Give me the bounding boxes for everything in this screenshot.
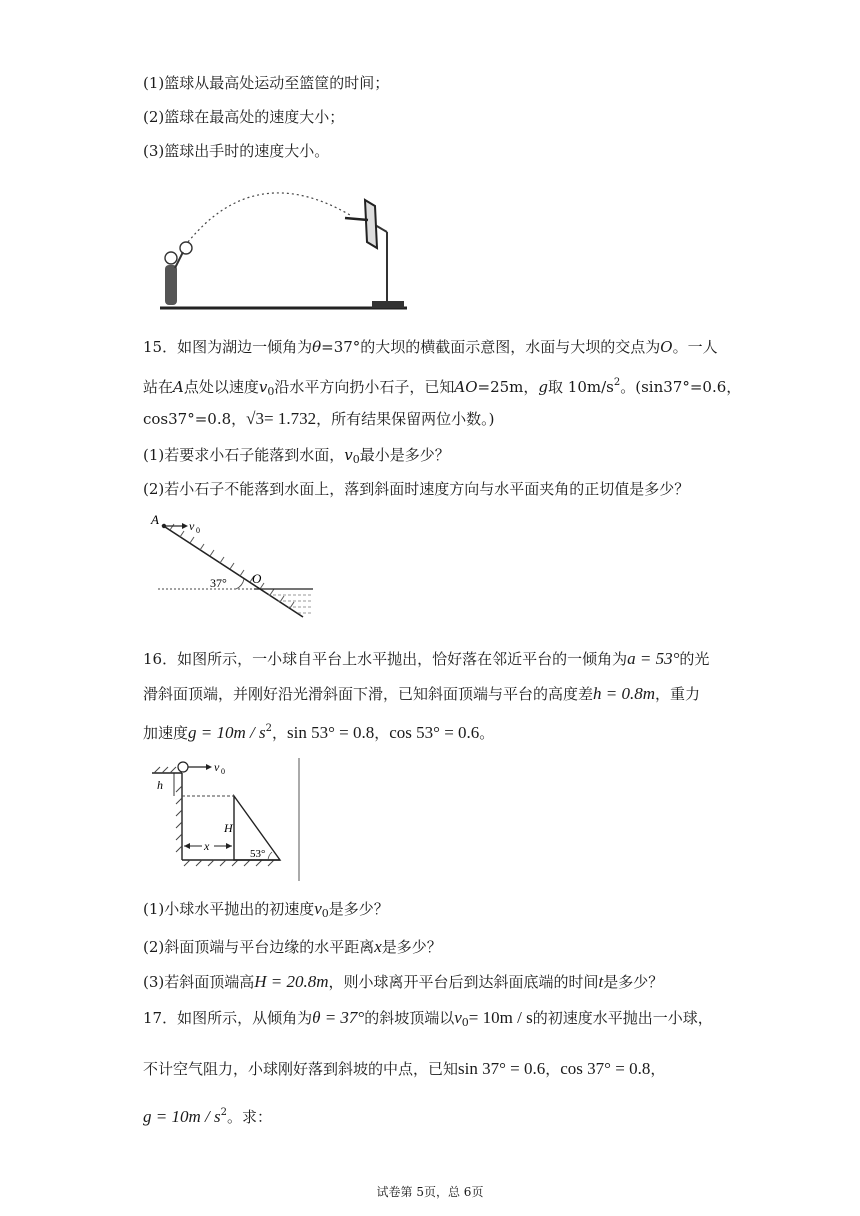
q17-text-2b: ， [545,1060,561,1078]
basketball-shape [180,242,192,254]
fig16-label-angle: 53° [250,848,266,860]
q16-text-3c: ， [374,724,390,742]
q16-item-1 [143,899,389,924]
page-footer: 试卷第 5页，总 6页 [376,1185,484,1199]
q17-line-2 [143,1059,665,1079]
fig15-label-A: A [151,515,159,527]
q15-text-2c: 沿水平方向扔小石子，已知 [274,378,455,396]
q17-theta: θ = 37° [312,1008,365,1027]
q17-sin: sin 37° = 0.6 [458,1059,546,1078]
q17-v-sub: 0 [461,1016,469,1029]
q14-item-3: (3)篮球出手时的速度大小。 [143,142,330,160]
q15-text-3b: ，所有结果保留两位小数。) [316,410,495,428]
player-shape [165,265,177,305]
q16-item1-v: v [314,899,322,918]
q16-cos: cos 53° = 0.6 [389,723,480,742]
q16-g-sup: 2 [265,723,272,734]
q16-text-2b: ，重力 [655,685,701,703]
q15-v: v [258,378,268,396]
q15-sup: 2 [613,377,621,388]
q17-v-eq: = 10m / s [468,1008,533,1027]
q16-text-3d: 。 [479,724,495,742]
q16-h: h = 0.8m [593,684,656,703]
q16-sin: sin 53° = 0.8 [287,723,375,742]
q16-item-3 [143,972,663,992]
q17-v: v [454,1008,462,1027]
q17-text-1a: 17．如图所示，从倾角为 [143,1009,313,1027]
q16-text-3a: 加速度 [143,724,189,742]
q16-alpha: a = 53° [627,649,680,668]
q17-text-2c: ， [650,1060,666,1078]
q15-item1-a: (1)若要求小石子能落到水面， [143,446,345,464]
q15-text-1a: 15．如图为湖边一倾角为 [143,338,313,356]
q15-sqrt: √3 [246,409,264,428]
q15-text-2e: 取 10m/s [548,378,614,396]
q16-g: g = 10m / s [188,723,266,742]
q15-AO: AO [454,378,478,396]
q15-item-2: (2)若小石子不能落到水面上，落到斜面时速度方向与水平面夹角的正切值是多少？ [143,480,690,498]
q16-text-2a: 滑斜面顶端，并刚好沿光滑斜面下滑，已知斜面顶端与平台的高度差 [143,685,594,703]
q16-item1-a: (1)小球水平抛出的初速度 [143,900,315,918]
q15-text-2f: 。(sin37°=0.6， [620,378,742,396]
q17-line-1 [143,1008,713,1033]
q15-g: g [538,378,549,396]
q16-item3-t: t [598,972,604,991]
q16-item-2 [143,937,442,957]
q15-text-3a: cos37°=0.8， [143,410,247,428]
q15-text-1c: 。一人 [672,338,718,356]
q17-g: g = 10m / s [143,1107,221,1126]
dam-slope [162,525,303,617]
incline-figure [150,756,310,886]
q16-item1-sub: 0 [321,907,329,920]
q16-text-1b: 的光 [679,650,710,668]
q15-item-1 [143,445,450,470]
fig16-label-h: h [157,778,163,792]
q16-line-2 [143,684,700,704]
q15-theta: θ [312,338,322,356]
q15-point-A: A [173,378,184,396]
q15-v-sub: 0 [267,385,275,398]
trajectory-path [188,193,350,242]
q17-text-1c: 的初速度水平抛出一小球， [532,1009,713,1027]
q15-text-2a: 站在 [143,378,174,396]
q15-line-1 [143,337,718,357]
q16-item2-a: (2)斜面顶端与平台边缘的水平距离 [143,938,375,956]
basketball-figure [155,170,410,315]
q16-item3-b: ，则小球离开平台后到达斜面底端的时间 [328,973,599,991]
q15-point-O: O [660,338,673,356]
q15-text-2d: =25m， [477,378,539,396]
q14-item-2: (2)篮球在最高处的速度大小； [143,108,345,126]
q16-item1-b: 是多少？ [328,900,389,918]
q16-item2-b: 是多少？ [381,938,442,956]
fig16-label-x: x [204,839,210,853]
q16-item3-H: H = 20.8m [254,972,329,991]
fig15-label-O: O [252,571,262,586]
q15-item1-v: v [344,446,353,464]
fig16-label-v: v [214,760,220,774]
q17-line-3 [143,1103,272,1127]
fig16-label-v-sub: 0 [221,767,225,776]
q17-text-3b: 。求： [226,1108,272,1126]
q15-text-1b: =37°的大坝的横截面示意图，水面与大坝的交点为 [321,338,661,356]
q15-text-2b: 点处以速度 [183,378,259,396]
fig15-label-angle: 37° [210,576,227,590]
q15-line-2 [143,373,741,402]
q16-line-3 [143,719,494,743]
q17-text-1b: 的斜坡顶端以 [364,1009,455,1027]
q15-item1-sub: 0 [352,453,360,466]
dam-figure [148,515,323,625]
fig16-label-H: H [224,821,233,835]
q17-cos: cos 37° = 0.8 [560,1059,651,1078]
fig15-label-v: v [189,519,195,533]
q17-g-sup: 2 [220,1107,227,1118]
q14-item-1: (1)篮球从最高处运动至篮筐的时间； [143,74,390,92]
q16-text-3b: ， [271,724,287,742]
q15-line-3 [143,409,494,429]
q16-item3-a: (3)若斜面顶端高 [143,973,255,991]
q15-item1-b: 最小是多少？ [359,446,450,464]
q16-line-1 [143,649,709,669]
q16-item2-x: x [374,937,382,956]
fig15-label-v-sub: 0 [196,526,200,535]
q16-item3-c: 是多少？ [603,973,664,991]
q15-sqrt-eq: = 1.732 [263,409,317,428]
q16-text-1a: 16．如图所示，一小球自平台上水平抛出，恰好落在邻近平台的一倾角为 [143,650,628,668]
q17-text-2a: 不计空气阻力，小球刚好落到斜坡的中点，已知 [143,1060,459,1078]
